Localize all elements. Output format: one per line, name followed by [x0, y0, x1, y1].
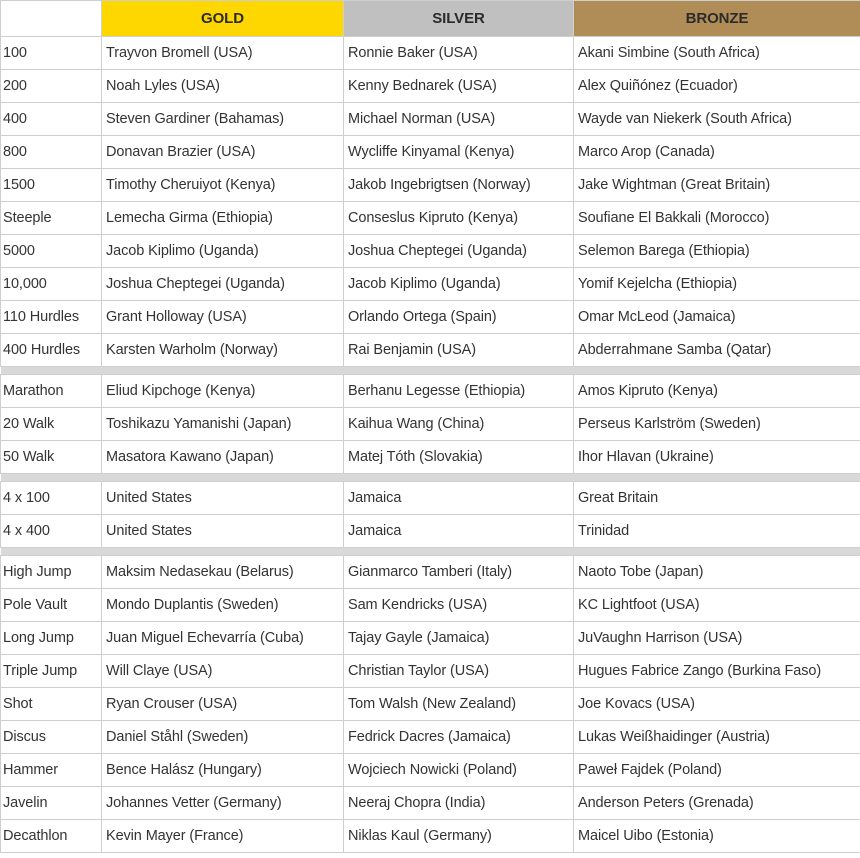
- table-row: [1, 235, 860, 268]
- table-row: [1, 301, 860, 334]
- bronze-cell: Great Britain: [574, 482, 860, 515]
- bronze-cell: Naoto Tobe (Japan): [574, 556, 860, 589]
- table-row: [1, 721, 860, 754]
- bronze-cell: Abderrahmane Samba (Qatar): [574, 334, 860, 367]
- table-row: [1, 103, 860, 136]
- bronze-cell: Paweł Fajdek (Poland): [574, 754, 860, 787]
- event-cell: Hammer: [1, 754, 102, 787]
- event-cell: 1500: [1, 169, 102, 202]
- event-cell: 5000: [1, 235, 102, 268]
- bronze-cell: Maicel Uibo (Estonia): [574, 820, 860, 853]
- silver-cell: Wycliffe Kinyamal (Kenya): [344, 136, 574, 169]
- group-separator: [1, 548, 860, 556]
- silver-cell: Gianmarco Tamberi (Italy): [344, 556, 574, 589]
- bronze-cell: Trinidad: [574, 515, 860, 548]
- gold-cell: Grant Holloway (USA): [102, 301, 344, 334]
- table-row: [1, 136, 860, 169]
- bronze-cell: Soufiane El Bakkali (Morocco): [574, 202, 860, 235]
- gold-cell: United States: [102, 515, 344, 548]
- gold-cell: Steven Gardiner (Bahamas): [102, 103, 344, 136]
- table-row: [1, 268, 860, 301]
- bronze-cell: Selemon Barega (Ethiopia): [574, 235, 860, 268]
- silver-cell: Jakob Ingebrigtsen (Norway): [344, 169, 574, 202]
- table-row: [1, 375, 860, 408]
- table-row: [1, 556, 860, 589]
- gold-cell: Ryan Crouser (USA): [102, 688, 344, 721]
- gold-cell: Maksim Nedasekau (Belarus): [102, 556, 344, 589]
- gold-cell: Timothy Cheruiyot (Kenya): [102, 169, 344, 202]
- group-separator: [1, 367, 860, 375]
- silver-cell: Christian Taylor (USA): [344, 655, 574, 688]
- table-row: [1, 70, 860, 103]
- bronze-cell: Akani Simbine (South Africa): [574, 37, 860, 70]
- bronze-cell: Amos Kipruto (Kenya): [574, 375, 860, 408]
- gold-cell: Karsten Warholm (Norway): [102, 334, 344, 367]
- silver-cell: Orlando Ortega (Spain): [344, 301, 574, 334]
- table-row: [1, 515, 860, 548]
- table-row: [1, 441, 860, 474]
- bronze-cell: Yomif Kejelcha (Ethiopia): [574, 268, 860, 301]
- silver-cell: Niklas Kaul (Germany): [344, 820, 574, 853]
- bronze-cell: Perseus Karlström (Sweden): [574, 408, 860, 441]
- event-cell: 110 Hurdles: [1, 301, 102, 334]
- bronze-cell: JuVaughn Harrison (USA): [574, 622, 860, 655]
- table-row: [1, 202, 860, 235]
- bronze-cell: Ihor Hlavan (Ukraine): [574, 441, 860, 474]
- table-row: [1, 820, 860, 853]
- event-cell: 4 x 100: [1, 482, 102, 515]
- separator-cell: [1, 474, 860, 482]
- header-gold: GOLD: [102, 1, 344, 37]
- event-cell: Discus: [1, 721, 102, 754]
- gold-cell: Johannes Vetter (Germany): [102, 787, 344, 820]
- gold-cell: Eliud Kipchoge (Kenya): [102, 375, 344, 408]
- gold-cell: United States: [102, 482, 344, 515]
- gold-cell: Daniel Ståhl (Sweden): [102, 721, 344, 754]
- header-event: [1, 1, 102, 37]
- event-cell: Triple Jump: [1, 655, 102, 688]
- event-cell: Shot: [1, 688, 102, 721]
- event-cell: 400: [1, 103, 102, 136]
- silver-cell: Joshua Cheptegei (Uganda): [344, 235, 574, 268]
- event-cell: Marathon: [1, 375, 102, 408]
- header-bronze: BRONZE: [574, 1, 860, 37]
- gold-cell: Lemecha Girma (Ethiopia): [102, 202, 344, 235]
- event-cell: 4 x 400: [1, 515, 102, 548]
- silver-cell: Tajay Gayle (Jamaica): [344, 622, 574, 655]
- gold-cell: Trayvon Bromell (USA): [102, 37, 344, 70]
- table-row: [1, 334, 860, 367]
- table-row: [1, 688, 860, 721]
- table-row: [1, 622, 860, 655]
- gold-cell: Jacob Kiplimo (Uganda): [102, 235, 344, 268]
- gold-cell: Joshua Cheptegei (Uganda): [102, 268, 344, 301]
- event-cell: 10,000: [1, 268, 102, 301]
- silver-cell: Michael Norman (USA): [344, 103, 574, 136]
- separator-cell: [1, 548, 860, 556]
- silver-cell: Conseslus Kipruto (Kenya): [344, 202, 574, 235]
- bronze-cell: Hugues Fabrice Zango (Burkina Faso): [574, 655, 860, 688]
- silver-cell: Kenny Bednarek (USA): [344, 70, 574, 103]
- gold-cell: Will Claye (USA): [102, 655, 344, 688]
- silver-cell: Wojciech Nowicki (Poland): [344, 754, 574, 787]
- bronze-cell: Joe Kovacs (USA): [574, 688, 860, 721]
- silver-cell: Jamaica: [344, 515, 574, 548]
- event-cell: 200: [1, 70, 102, 103]
- table-row: [1, 169, 860, 202]
- bronze-cell: Jake Wightman (Great Britain): [574, 169, 860, 202]
- gold-cell: Bence Halász (Hungary): [102, 754, 344, 787]
- bronze-cell: Wayde van Niekerk (South Africa): [574, 103, 860, 136]
- table-row: [1, 655, 860, 688]
- silver-cell: Matej Tóth (Slovakia): [344, 441, 574, 474]
- event-cell: Decathlon: [1, 820, 102, 853]
- table-row: [1, 589, 860, 622]
- table-row: [1, 754, 860, 787]
- bronze-cell: Anderson Peters (Grenada): [574, 787, 860, 820]
- silver-cell: Ronnie Baker (USA): [344, 37, 574, 70]
- gold-cell: Juan Miguel Echevarría (Cuba): [102, 622, 344, 655]
- silver-cell: Neeraj Chopra (India): [344, 787, 574, 820]
- table-row: [1, 408, 860, 441]
- silver-cell: Kaihua Wang (China): [344, 408, 574, 441]
- separator-cell: [1, 367, 860, 375]
- header-row: [1, 1, 860, 37]
- silver-cell: Rai Benjamin (USA): [344, 334, 574, 367]
- gold-cell: Kevin Mayer (France): [102, 820, 344, 853]
- silver-cell: Tom Walsh (New Zealand): [344, 688, 574, 721]
- event-cell: Long Jump: [1, 622, 102, 655]
- silver-cell: Jacob Kiplimo (Uganda): [344, 268, 574, 301]
- table-row: [1, 482, 860, 515]
- event-cell: 100: [1, 37, 102, 70]
- event-cell: 800: [1, 136, 102, 169]
- silver-cell: Jamaica: [344, 482, 574, 515]
- event-cell: 50 Walk: [1, 441, 102, 474]
- table-row: [1, 37, 860, 70]
- bronze-cell: Omar McLeod (Jamaica): [574, 301, 860, 334]
- event-cell: 20 Walk: [1, 408, 102, 441]
- gold-cell: Noah Lyles (USA): [102, 70, 344, 103]
- medal-table-body: [1, 37, 860, 853]
- header-silver: SILVER: [344, 1, 574, 37]
- bronze-cell: Alex Quiñónez (Ecuador): [574, 70, 860, 103]
- event-cell: Pole Vault: [1, 589, 102, 622]
- silver-cell: Berhanu Legesse (Ethiopia): [344, 375, 574, 408]
- event-cell: 400 Hurdles: [1, 334, 102, 367]
- gold-cell: Mondo Duplantis (Sweden): [102, 589, 344, 622]
- bronze-cell: Marco Arop (Canada): [574, 136, 860, 169]
- gold-cell: Toshikazu Yamanishi (Japan): [102, 408, 344, 441]
- event-cell: High Jump: [1, 556, 102, 589]
- silver-cell: Fedrick Dacres (Jamaica): [344, 721, 574, 754]
- bronze-cell: Lukas Weißhaidinger (Austria): [574, 721, 860, 754]
- event-cell: Javelin: [1, 787, 102, 820]
- bronze-cell: KC Lightfoot (USA): [574, 589, 860, 622]
- silver-cell: Sam Kendricks (USA): [344, 589, 574, 622]
- table-row: [1, 787, 860, 820]
- event-cell: Steeple: [1, 202, 102, 235]
- gold-cell: Masatora Kawano (Japan): [102, 441, 344, 474]
- group-separator: [1, 474, 860, 482]
- gold-cell: Donavan Brazier (USA): [102, 136, 344, 169]
